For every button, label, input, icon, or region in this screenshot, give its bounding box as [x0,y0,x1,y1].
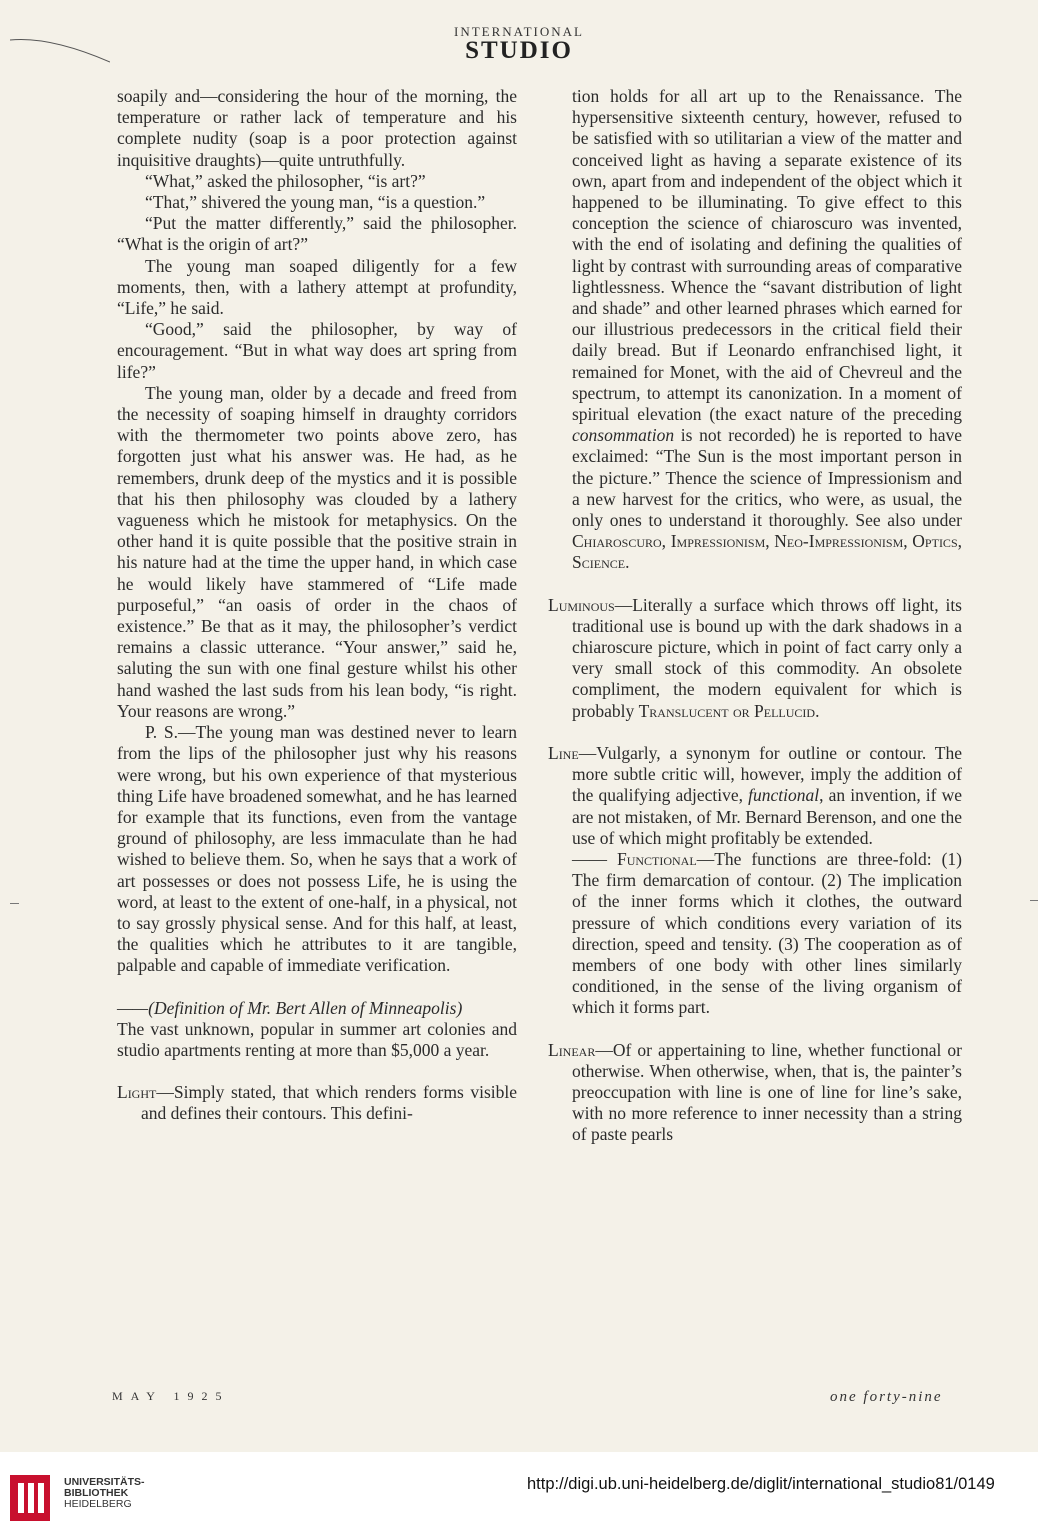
paragraph: The young man soaped diligently for a few moments, then, with a lathery attempt at profundity, “Life,” he said. [117,255,517,319]
cross-reference: Chiaroscuro, Impressionism, Neo-Impressionism, Optics, Science. [572,531,962,573]
paragraph: soapily and—considering the hour of the morning, the temperature or rather lack of temperature and his complete nudity (soap is a poor protection against inquisitive draughts)—quite untruthfully. [117,86,517,170]
entry-text: , an invention, if we are not mistaken, of Mr. Bernard Berenson, and one the use of which might profitably be extended. [572,785,963,848]
paragraph: The vast unknown, popular in summer art colonies and studio apartments renting at more than $5,000 a year. [117,1018,517,1060]
library-name-line3: HEIDELBERG [64,1498,132,1510]
paragraph: “Good,” said the philosopher, by way of encouragement. “But in what way does art spring from life?” [117,319,517,382]
paragraph: “That,” shivered the young man, “is a question.” [145,192,486,213]
paragraph: “Put the matter differently,” said the philosopher. “What is the origin of art?” [117,213,517,255]
footer-page-number: one forty-nine [830,1389,943,1405]
source-url: http://digi.ub.uni-heidelberg.de/diglit/international_studio81/0149 [527,1475,995,1493]
definition-signature: ——(Definition of Mr. Bert Allen of Minneapolis) [117,997,463,1018]
left-column [117,86,517,1125]
header-line2: STUDIO [465,37,573,64]
entry-luminous [548,595,962,722]
entry-light [117,1082,517,1124]
entry-term: Line [548,742,579,763]
paragraph: P. S.—The young man was destined never to learn from the lips of the philosopher just why his reasons were wrong, but his own experience of that mysterious thing Life have broadened somewhat, and he has learned for example that its functions, even from the vantage ground of philosophy, are less immaculate than he had wished to believe them. So, when he says that a work of art possesses or does not possess Life, he is using the word, at least to the extent of one-half, in a physical, not to say grossly physical sense. And for this half, at least, the qualities which he attributes to it are tangible, palpable and capable of immediate verification. [117,722,517,976]
entry-term: Linear [548,1039,596,1060]
right-column [548,86,962,1146]
margin-mark [1030,900,1038,901]
entry-linear [548,1040,962,1146]
entry-text: is not recorded) he is reported to have exclaimed: “The Sun is the most important person in the picture.” Thence the science of Impressionism and a new harvest for the critics, who were, as usual, the only ones to understand it thoroughly. See also under [572,425,962,531]
cross-reference: Translucent or Pellucid. [638,700,820,721]
entry-functional [548,849,962,1019]
entry-text: —The functions are three-fold: (1) The firm demarcation of contour. (2) The implication of the inner forms which it clothes, the outward pressure of which conditions every variation of its direction, speed and tensity. (3) The cooperation as of members of one body with other lines similarly conditioned, in the sense of the living organism of which it forms part. [572,848,962,1018]
library-logo-icon [6,1469,56,1525]
margin-mark [10,903,19,904]
italic-word: consommation [572,425,675,446]
header-line1: INTERNATIONAL [454,24,584,39]
paragraph: The young man, older by a decade and freed from the necessity of soaping himself in draughty corridors with the thermometer two points above zero, has forgotten just what his answer was. He had, as he remembers, drunk deep of the mystics and it is possible that his then philosophy was clouded by a lathery vagueness which he mistook for metaphysics. On the other hand it is quite possible that the positive strain in his nature had at the time the upper hand, in which case he would likely have stammered of “Life made purposeful,” “an oasis of order in the chaos of existence.” Be that as it may, the philosopher’s verdict remains a classic utterance. “Your answer,” said he, saluting the sun with one final gesture whilst his other hand washed the last suds from his lean body, “is right. Your reasons are wrong.” [117,382,517,721]
entry-line [548,743,962,849]
entry-term: Light [117,1082,157,1103]
entry-term: —— Functional [572,848,697,869]
entry-text: —Of or appertaining to line, whether functional or otherwise. When otherwise, when, that is, the painter’s preoccupation with line is one of line for line’s sake, with no more reference to inner necessity than a string of paste pearls [572,1039,962,1145]
footer-date: MAY 1925 [112,1389,230,1403]
entry-text: —Vulgarly, a synonym for outline or contour. The more subtle critic will, however, imply the addition of the qualifying adjective, [572,742,962,806]
entry-light-continued [548,86,962,574]
library-name-line1: UNIVERSITÄTS- [64,1476,145,1488]
entry-text: —Simply stated, that which renders forms visible and defines their contours. This defini- [141,1082,517,1124]
entry-text: tion holds for all art up to the Renaissance. The hypersensitive sixteenth century, however, refused to be satisfied with so utilitarian a view of the matter and conceived light as having a separate existence of its own, apart from and independent of the object which it happened to be illuminating. To give effect to this conception the science of chiaroscuro was invented, with the end of isolating and defining the qualities of light by contrast with surrounding areas of comparative lightlessness. Whence the “savant distribution of light and shade” and other learned phrases which earned for our illustrious predecessors in the critical field their daily bread. But if Leonardo enfranchised light, it remained for Monet, with the aid of Chevreul and the spectrum, to attempt its canonization. In a moment of spiritual elevation (the exact nature of the preceding [572,86,962,425]
entry-text: —Literally a surface which throws off light, its traditional use is bound up with the dark shadows in a chiaroscure picture, which in point of fact carry only a very small stock of this commodity. An obsolete compliment, the modern equivalent for which is probably [572,594,962,721]
entry-term: Luminous [548,594,615,615]
italic-word: functional [748,785,820,806]
library-name-line2: BIBLIOTHEK [64,1487,129,1499]
library-logo [6,1465,146,1527]
paragraph: “What,” asked the philosopher, “is art?” [145,170,426,191]
